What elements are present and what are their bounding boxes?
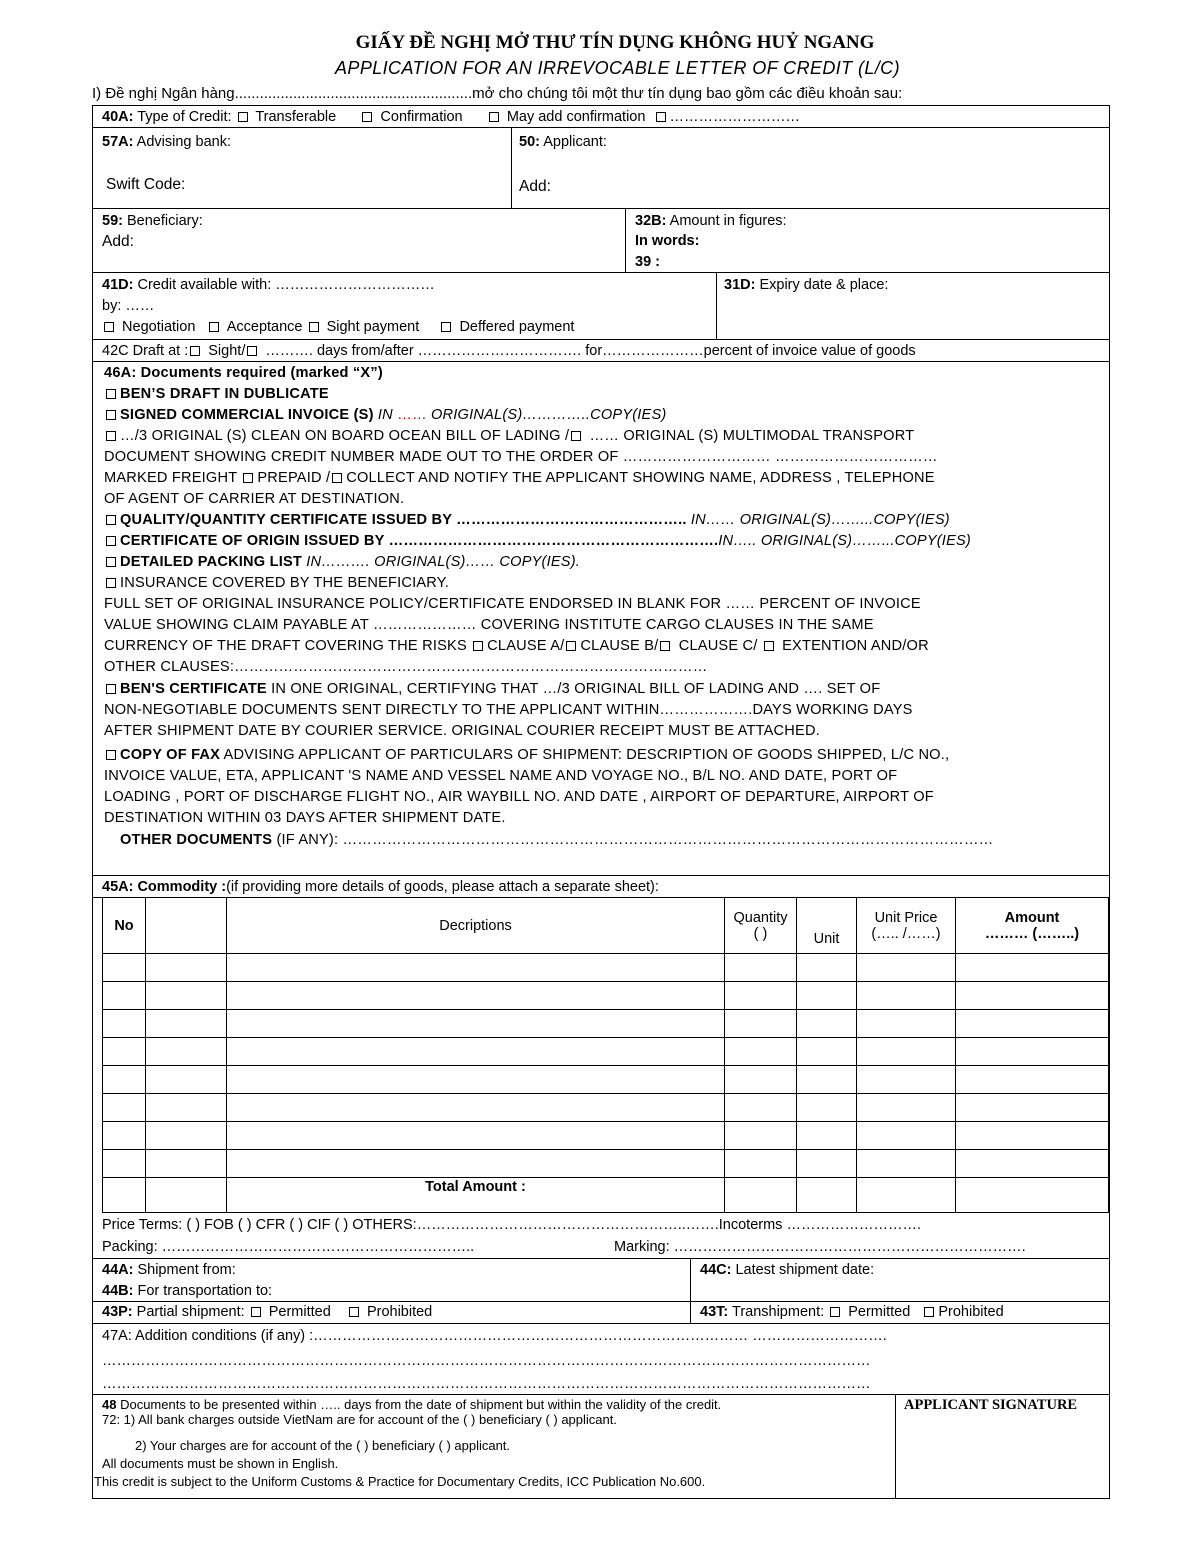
field-48: 48 Documents to be presented within ….. days from the date of shipment but within the validity of the credit.: [102, 1397, 722, 1412]
field-32b[interactable]: 32B: Amount in figures:: [635, 213, 787, 229]
availability-options: Negotiation Acceptance Sight payment Deffered payment: [102, 318, 574, 336]
title-vietnamese: GIẤY ĐỀ NGHỊ MỞ THƯ TÍN DỤNG KHÔNG HUỶ NGANG: [355, 32, 875, 53]
footer-english-note: All documents must be shown in English.: [102, 1456, 339, 1471]
beneficiary-address-field[interactable]: Add:: [102, 233, 134, 250]
field-39[interactable]: 39 :: [635, 254, 660, 270]
doc-line-5: MARKED FREIGHT PREPAID / COLLECT AND NOTIFY THE APPLICANT SHOWING NAME, ADDRESS , TELEPHONE: [104, 470, 935, 486]
doc-quality-certificate: QUALITY/QUANTITY CERTIFICATE ISSUED BY ……………………………………….. IN…… ORIGINAL(S)……...COPY(IES): [104, 511, 950, 529]
field-72-line1: 72: 1) All bank charges outside VietNam are for account of the ( ) beneficiary ( ) applicant.: [102, 1412, 617, 1427]
doc-line-21: DESTINATION WITHIN 03 DAYS AFTER SHIPMENT DATE.: [104, 810, 506, 826]
field-59[interactable]: 59: Beneficiary:: [102, 213, 203, 229]
applicant-address-field[interactable]: Add:: [519, 178, 551, 195]
doc-invoice: SIGNED COMMERCIAL INVOICE (S) IN …… ORIGINAL(S)…………..COPY(IES): [104, 406, 666, 424]
checkbox-tranship-prohibited[interactable]: [924, 1307, 934, 1317]
checkbox-sight-payment[interactable]: [309, 322, 319, 332]
packing-field[interactable]: Packing: ………………………………………………………..: [102, 1239, 475, 1255]
doc-bill-of-lading: …/3 ORIGINAL (S) CLEAN ON BOARD OCEAN BILL OF LADING / …… ORIGINAL (S) MULTIMODAL TRANSPORT: [104, 427, 914, 445]
field-43t: 43T: Transhipment: Permitted Prohibited: [700, 1304, 1004, 1320]
applicant-signature-label: APPLICANT SIGNATURE: [904, 1397, 1078, 1413]
field-43p: 43P: Partial shipment: Permitted Prohibited: [102, 1304, 433, 1320]
checkbox-acceptance[interactable]: [209, 322, 219, 332]
commodity-table: [102, 897, 1109, 1213]
field-40a: 40A: Type of Credit: Transferable Confirmation May add confirmation ………………………: [102, 109, 800, 125]
field-47a-line3[interactable]: ……………………………………………………………………………………………………………………………………………: [102, 1376, 871, 1392]
table-row[interactable]: [103, 1038, 1109, 1066]
col-unit: Unit: [797, 898, 857, 954]
doc-packing-list: DETAILED PACKING LIST IN………. ORIGINAL(S)…… COPY(IES).: [104, 553, 580, 571]
marking-field[interactable]: Marking: ……………………………………………………………….: [614, 1239, 1026, 1255]
field-57a[interactable]: 57A: Advising bank:: [102, 134, 231, 150]
doc-line-4: DOCUMENT SHOWING CREDIT NUMBER MADE OUT TO THE ORDER OF ………………………… ……………………………: [104, 449, 938, 465]
price-terms: Price Terms: ( ) FOB ( ) CFR ( ) CIF ( ) OTHERS:………………………………………………..…….Incoterms ……………………….: [102, 1217, 921, 1233]
doc-other-documents: OTHER DOCUMENTS (IF ANY): ……………………………………………………………………………………………………………………: [120, 832, 994, 848]
doc-line-13: CURRENCY OF THE DRAFT COVERING THE RISKS CLAUSE A/ CLAUSE B/ CLAUSE C/ EXTENTION AND/OR: [104, 638, 929, 654]
field-50[interactable]: 50: Applicant:: [519, 134, 607, 150]
table-header-row: [103, 898, 1109, 954]
doc-line-14: OTHER CLAUSES:……………………………………………………………………………………: [104, 659, 708, 675]
col-descriptions: Decriptions: [227, 898, 725, 954]
col-unit-price: Unit Price (….. /……): [857, 898, 956, 954]
checkbox-negotiation[interactable]: [104, 322, 114, 332]
doc-line-12: VALUE SHOWING CLAIM PAYABLE AT ………………… COVERING INSTITUTE CARGO CLAUSES IN THE SAME: [104, 617, 874, 633]
field-47a[interactable]: 47A: Addition conditions (if any) :……………………………………………………………………………… ……………………….: [102, 1328, 887, 1344]
documents-header: 46A: Documents required (marked “X”): [104, 365, 383, 381]
table-row[interactable]: [103, 1150, 1109, 1178]
field-44a[interactable]: 44A: Shipment from:: [102, 1262, 236, 1278]
field-31d[interactable]: 31D: Expiry date & place:: [724, 277, 889, 293]
field-72-line2: 2) Your charges are for account of the ( ) beneficiary ( ) applicant.: [135, 1438, 511, 1453]
table-row[interactable]: [103, 1066, 1109, 1094]
checkbox-partial-permitted[interactable]: [251, 1307, 261, 1317]
checkbox-sight[interactable]: [190, 346, 200, 356]
field-42c: 42C Draft at : Sight/ ………. days from/after ……………………………. for…………………percent of invoice value of goods: [102, 343, 916, 359]
total-amount-label: Total Amount :: [227, 1178, 725, 1213]
checkbox-may-add-confirmation[interactable]: [489, 112, 499, 122]
footer-ucp-note: This credit is subject to the Uniform Customs & Practice for Documentary Credits, ICC Publication No.600.: [94, 1474, 706, 1489]
doc-certificate-origin: CERTIFICATE OF ORIGIN ISSUED BY ………………………………………………………….IN….. ORIGINAL(S)……...COPY(IES): [104, 532, 971, 550]
doc-line-19: INVOICE VALUE, ETA, APPLICANT 'S NAME AND VESSEL NAME AND VOYAGE NO., B/L NO. AND DATE, PORT OF: [104, 768, 898, 784]
available-by-field[interactable]: by: ……: [102, 298, 155, 314]
field-44c[interactable]: 44C: Latest shipment date:: [700, 1262, 875, 1278]
title-english: APPLICATION FOR AN IRREVOCABLE LETTER OF CREDIT (L/C): [335, 58, 900, 78]
doc-line-16: NON-NEGOTIABLE DOCUMENTS SENT DIRECTLY TO THE APPLICANT WITHIN……………….DAYS WORKING DAYS: [104, 702, 913, 718]
doc-line-11: FULL SET OF ORIGINAL INSURANCE POLICY/CERTIFICATE ENDORSED IN BLANK FOR …… PERCENT OF INVOICE: [104, 596, 921, 612]
checkbox-other-type[interactable]: [656, 112, 666, 122]
checkbox-partial-prohibited[interactable]: [349, 1307, 359, 1317]
doc-ben-certificate: BEN'S CERTIFICATE IN ONE ORIGINAL, CERTIFYING THAT …/3 ORIGINAL BILL OF LADING AND …. SET OF: [104, 680, 880, 698]
field-44b[interactable]: 44B: For transportation to:: [102, 1283, 273, 1299]
col-amount: Amount ……… (……..): [956, 898, 1109, 954]
amount-in-words-field[interactable]: In words:: [635, 233, 700, 249]
table-row[interactable]: [103, 1010, 1109, 1038]
table-row[interactable]: [103, 954, 1109, 982]
doc-insurance: INSURANCE COVERED BY THE BENEFICIARY.: [104, 574, 449, 592]
swift-code-field[interactable]: Swift Code:: [106, 176, 186, 193]
checkbox-transferable[interactable]: [238, 112, 248, 122]
doc-line-20: LOADING , PORT OF DISCHARGE FLIGHT NO., AIR WAYBILL NO. AND DATE , AIRPORT OF DEPARTURE, AIRPORT OF: [104, 789, 934, 805]
doc-draft: BEN’S DRAFT IN DUBLICATE: [104, 385, 329, 403]
checkbox-days-after[interactable]: [247, 346, 257, 356]
field-45a: 45A: Commodity :(if providing more details of goods, please attach a separate sheet):: [102, 879, 659, 895]
col-quantity: Quantity ( ): [725, 898, 797, 954]
checkbox-deferred-payment[interactable]: [441, 322, 451, 332]
table-row[interactable]: [103, 1094, 1109, 1122]
field-41d[interactable]: 41D: Credit available with: ……………………………: [102, 277, 435, 293]
col-no: No: [103, 898, 146, 954]
checkbox-confirmation[interactable]: [362, 112, 372, 122]
table-row[interactable]: [103, 1122, 1109, 1150]
total-row: [103, 1178, 1109, 1213]
doc-fax-copy: COPY OF FAX ADVISING APPLICANT OF PARTICULARS OF SHIPMENT: DESCRIPTION OF GOODS SHIPPED, L/C NO.,: [104, 746, 949, 764]
table-row[interactable]: [103, 982, 1109, 1010]
intro-line: I) Đề nghị Ngân hàng.........................................................mở cho chúng tôi một thư tín dụng bao gồm các điều khoản sau:: [92, 85, 903, 102]
doc-line-17: AFTER SHIPMENT DATE BY COURIER SERVICE. ORIGINAL COURIER RECEIPT MUST BE ATTACHED.: [104, 723, 820, 739]
checkbox-tranship-permitted[interactable]: [830, 1307, 840, 1317]
doc-line-6: OF AGENT OF CARRIER AT DESTINATION.: [104, 491, 405, 507]
field-47a-line2[interactable]: ……………………………………………………………………………………………………………………………………………: [102, 1353, 871, 1369]
